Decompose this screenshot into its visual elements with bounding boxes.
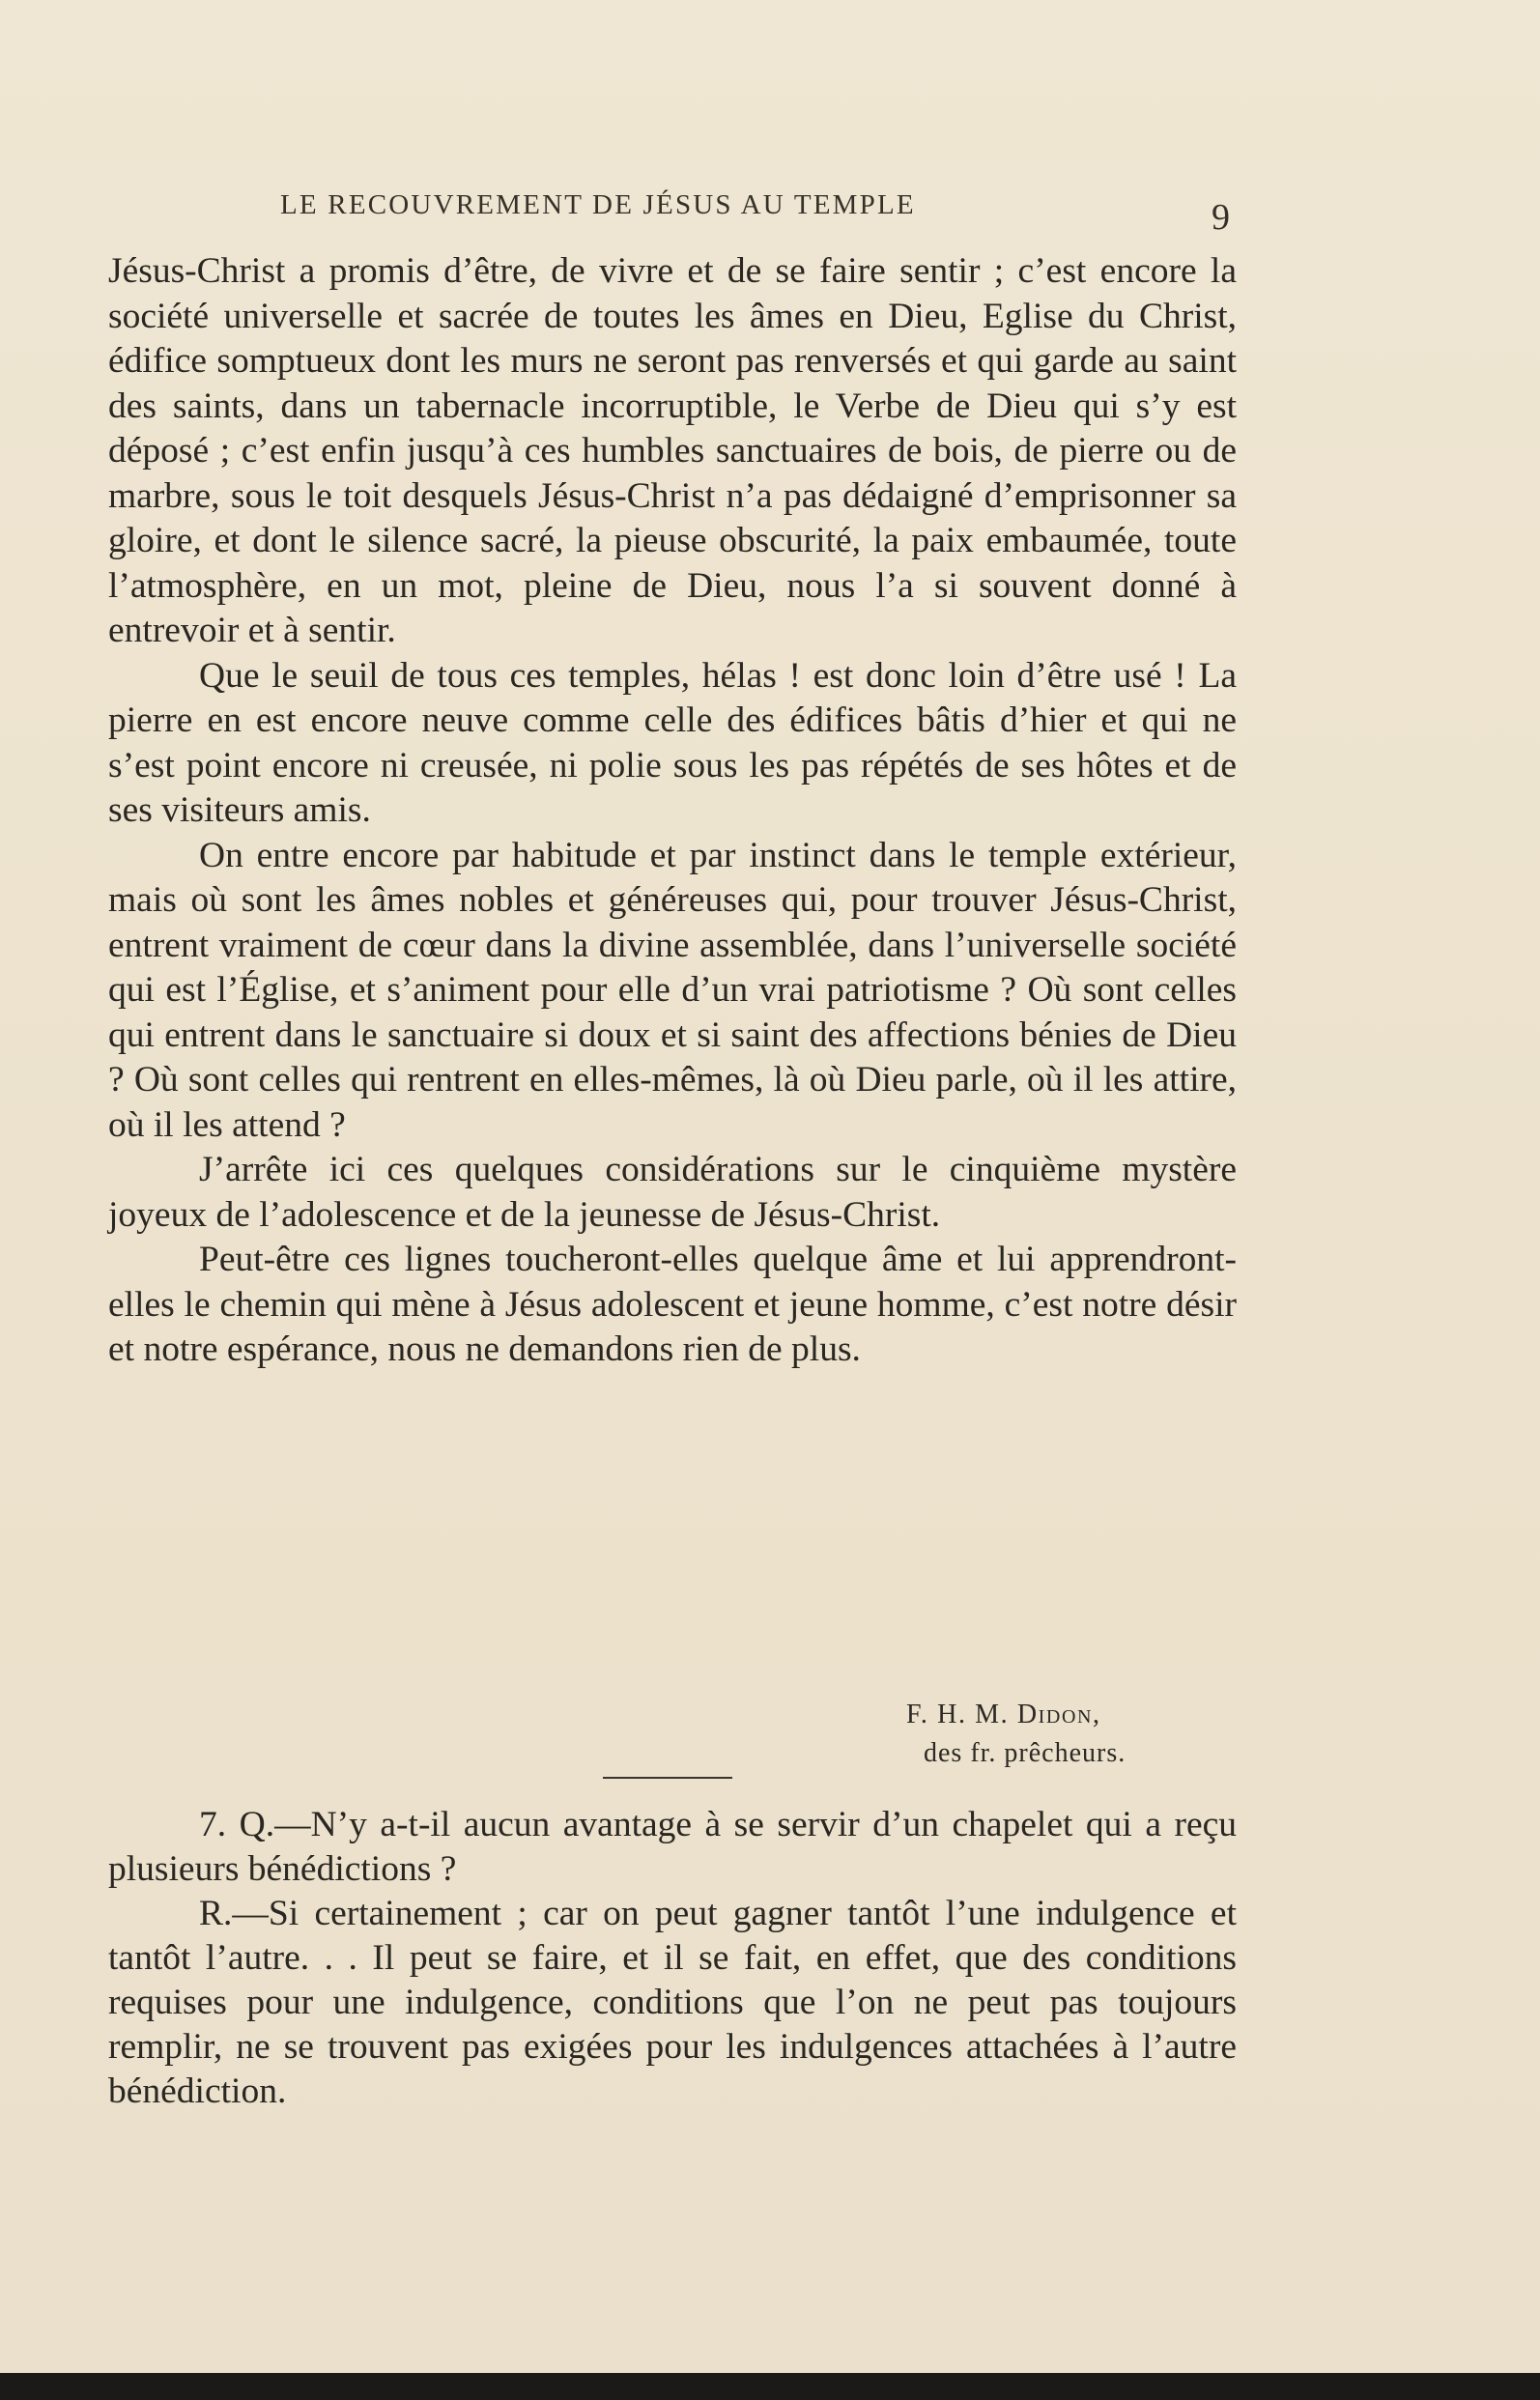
paragraph-3: On entre encore par habitude et par instinct dans le temple extérieur, mais où sont les âmes nobles et généreuses qui, pour trouver Jésus-Christ, entrent vraiment de cœur dans la divine assemblée, dans l’universelle société qui est l’Église, et s’animent pour elle d’un vrai patriotisme ? Où sont celles qui entrent dans le sanctuaire si doux et si saint des affections bénies de Dieu ? Où sont celles qui rentrent en elles-mêmes, là où Dieu parle, où il les attire, où il les attend ? bbox=[108, 835, 1237, 1145]
signature-order: des fr. prêcheurs. bbox=[924, 1738, 1126, 1768]
body-text bbox=[108, 249, 1237, 1373]
author-signature bbox=[906, 1696, 1126, 1773]
page-number: 9 bbox=[1212, 197, 1230, 238]
paragraph-2: Que le seuil de tous ces temples, hélas ! est donc loin d’être usé ! La pierre en est encore neuve comme celle des édifices bâtis d’hier et qui ne s’est point encore ni creusée, ni polie sous les pas répétés de ses hôtes et de ses visiteurs amis. bbox=[108, 655, 1237, 830]
question-text: 7. Q.—N’y a-t-il aucun avantage à se servir d’un chapelet qui a reçu plusieurs bénédictions ? bbox=[108, 1805, 1237, 1889]
scan-edge-bar bbox=[0, 2373, 1540, 2400]
answer-text: R.—Si certainement ; car on peut gagner tantôt l’une indulgence et tantôt l’autre. . . Il peut se faire, et il se fait, en effet, que des conditions requises pour une indulgence, conditions que l’on ne peut pas toujours remplir, ne se trouvent pas exigées pour les indulgences attachées à l’autre bénédiction. bbox=[108, 1894, 1237, 2111]
paragraph-5: Peut-être ces lignes toucheront-elles quelque âme et lui apprendront-elles le chemin qui mène à Jésus adolescent et jeune homme, c’est notre désir et notre espérance, nous ne demandons rien de plus. bbox=[108, 1240, 1237, 1369]
question-answer bbox=[108, 1803, 1237, 2114]
section-divider bbox=[603, 1777, 732, 1779]
paragraph-4: J’arrête ici ces quelques considérations sur le cinquième mystère joyeux de l’adolescence et de la jeunesse de Jésus-Christ. bbox=[108, 1150, 1237, 1235]
paragraph-1: Jésus-Christ a promis d’être, de vivre et de se faire sentir ; c’est encore la société universelle et sacrée de toutes les âmes en Dieu, Eglise du Christ, édifice somptueux dont les murs ne seront pas renversés et qui garde au saint des saints, dans un tabernacle incorruptible, le Verbe de Dieu qui s’y est déposé ; c’est enfin jusqu’à ces humbles sanctuaires de bois, de pierre ou de marbre, sous le toit desquels Jésus-Christ n’a pas dédaigné d’emprisonner sa gloire, et dont le silence sacré, la pieuse obscurité, la paix embaumée, toute l’atmosphère, en un mot, pleine de Dieu, nous l’a si souvent donné à entrevoir et à sentir. bbox=[108, 251, 1237, 650]
signature-name: F. H. M. Didon, bbox=[906, 1700, 1101, 1729]
running-title: LE RECOUVREMENT DE JÉSUS AU TEMPLE bbox=[280, 189, 916, 220]
